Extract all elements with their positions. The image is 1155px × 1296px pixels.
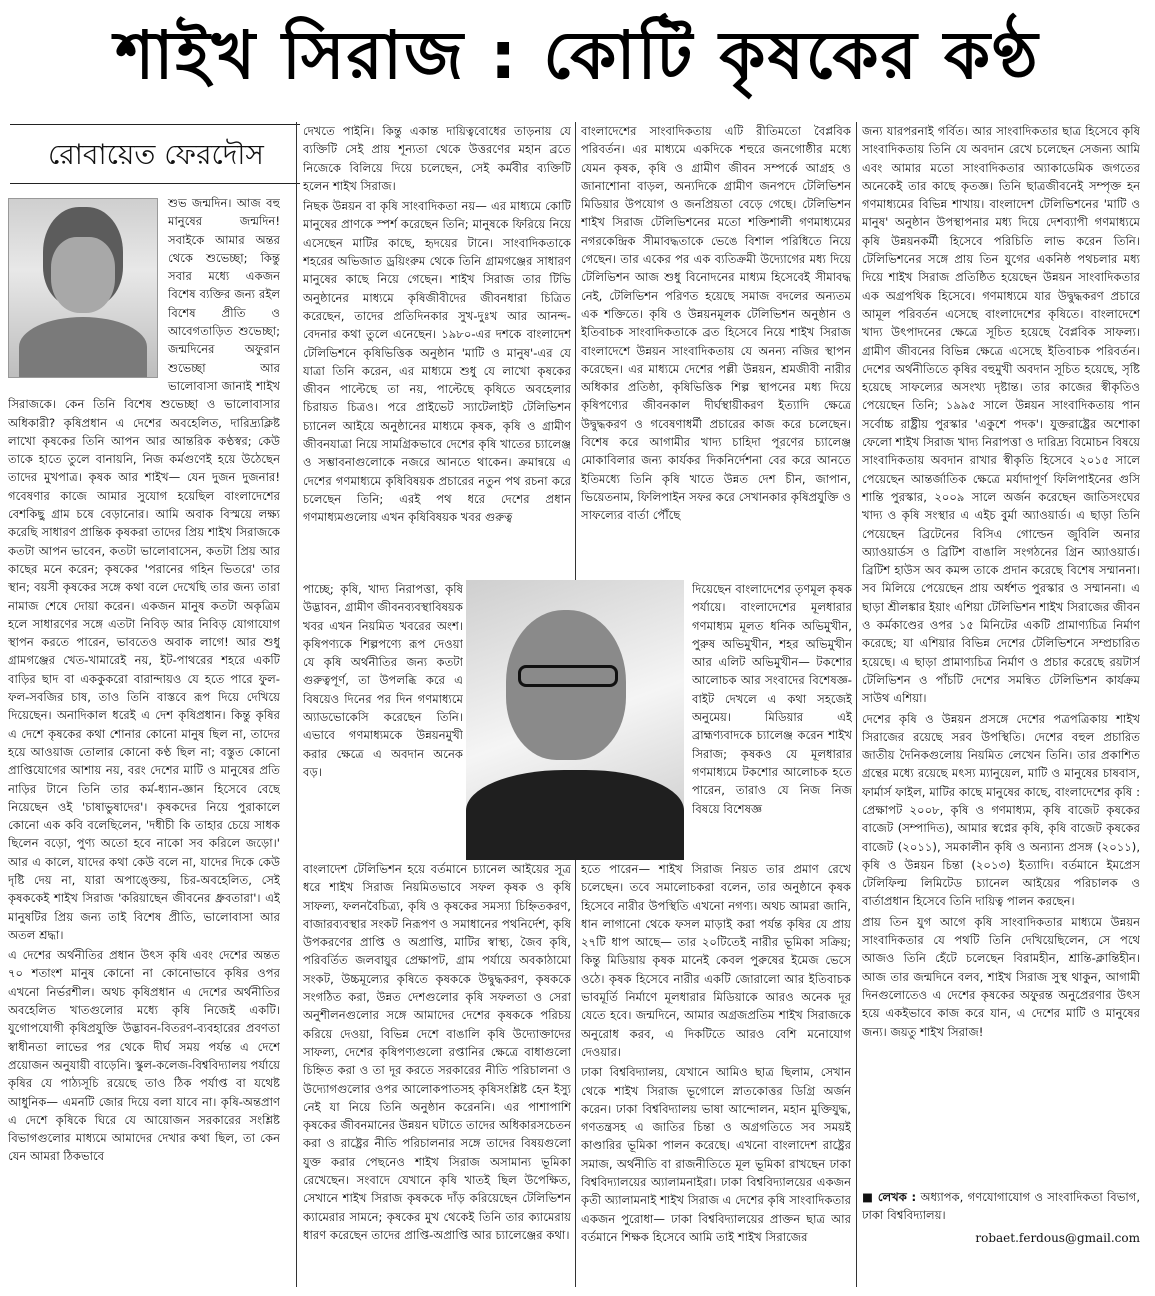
author-note-label: লেখক : (877, 1190, 917, 1204)
article-headline: শাইখ সিরাজ : কোটি কৃষকের কণ্ঠ (115, 17, 1040, 94)
paragraph: হতে পারেন— শাইখ সিরাজ নিয়ত তার প্রমাণ রেখে চলেছেন। তবে সমালোচকরা বলেন, তার অনুষ্ঠানে কৃষক হিসেবে নারীর উপস্থিতি এখনো নগণ্য। অথচ আমরা জানি, ধান লাগানো থেকে ফসল মাড়াই করা পর্যন্ত কৃষির যে প্রায় ২৭টি ধাপ আছে— তার ২০টিতেই নারীর ভূমিকা সক্রিয়; কিন্তু মিডিয়ায় কৃষক মানেই কেবল পুরুষের ইমেজ ভেসে ওঠে। কৃষক হিসেবে নারীর একটি জোরালো আর ইতিবাচক ভাবমূর্তি নির্মাণে মূলধারার মিডিয়াকে আরও অনেক দূর যেতে হবে। জন্মদিনে, আমার অগ্রজপ্রতিম শাইখ সিরাজকে অনুরোধ করব, এ দিকটিতে আরও বেশি মনোযোগ দেওয়ার। (581, 862, 851, 1059)
paragraph: প্রায় তিন যুগ আগে কৃষি সাংবাদিকতার মাধ্যমে উন্নয়ন সাংবাদিকতার যে পথটি তিনি দেখিয়েছিলেন, সে পথে আজও তিনি হেঁটে চলেছেন বিরামহীন, শ্রান্তি-ক্লান্তিহীন। আজ তার জন্মদিনে বলব, শাইখ সিরাজ সুস্থ থাকুন, আগামী দিনগুলোতেও এ দেশের কৃষকের অফুরন্ত অনুপ্রেরণার উৎস হয়ে একইভাবে কাজ করে যান, এ দেশের মাটি ও মানুষের জন্য। জয়তু শাইখ সিরাজ! (862, 914, 1140, 1039)
paragraph: দেখতে পাইনি। কিন্তু একান্ত দায়িত্ববোধের তাড়নায় যে ব্যক্তিটি সেই প্রায় শূন্যতা থেকে উত্তরণের মহান ব্রতে নিজেকে বিলিয়ে দিয়ে চলেছেন, সেই কর্মবীর ব্যক্তিটি হলেন শাইখ সিরাজ। (303, 124, 571, 193)
paragraph: দেশের কৃষি ও উন্নয়ন প্রসঙ্গে দেশের পত্রপত্রিকায় শাইখ সিরাজের রয়েছে সরব উপস্থিতি। দেশের বহুল প্রচারিত জাতীয় দৈনিকগুলোয় নিয়মিত লেখেন তিনি। তার প্রকাশিত গ্রন্থের মধ্যে রয়েছে মৎস্য ম্যানুয়েল, মাটি ও মানুষের চাষবাস, ফার্মার্স ফাইল, মাটির কাছে মানুষের কাছে, বাংলাদেশের কৃষি : প্রেক্ষাপট ২০০৮, কৃষি ও গণমাধ্যম, কৃষি বাজেট কৃষকের বাজেট (সম্পাদিত), আমার স্বপ্নের কৃষি, কৃষি বাজেট কৃষকের বাজেট (২০১১), সমকালীন কৃষি ও অন্যান্য প্রসঙ্গ (২০১১), কৃষি ও উন্নয়ন চিন্তা (২০১৩) ইত্যাদি। বর্তমানে ইমপ্রেস টেলিফিল্ম লিমিটেড চ্যানেল আইয়ের পরিচালক ও বার্তাপ্রধান হিসেবে তিনি দায়িত্ব পালন করছেন। (862, 711, 1140, 909)
author-note (862, 1188, 1140, 1225)
article-column-4 (862, 122, 1140, 1282)
paragraph-beside-photo: পাচ্ছে; কৃষি, খাদ্য নিরাপত্তা, কৃষি উদ্ভাবন, গ্রামীণ জীবনব্যবস্থাবিষয়ক খবর এখন নিয়মিত খবরের অংশ। কৃষিপণ্যকে শিল্পপণ্যে রূপ দেওয়া যে কৃষি অর্থনীতির জন্য কতটা গুরুত্বপূর্ণ, তা উপলব্ধি করে এ বিষয়েও দিনের পর দিন গণমাধ্যমে অ্যাডভোকেসি করেছেন তিনি। এভাবে গণমাধ্যমকে উন্নয়নমুখী করার ক্ষেত্রে এ অবদান অনেক বড়। (303, 582, 463, 779)
paragraph: এ দেশের অর্থনীতির প্রধান উৎস কৃষি এবং দেশের অন্তত ৭০ শতাংশ মানুষ কোনো না কোনোভাবে কৃষির ওপর এখনো নির্ভরশীল। অথচ কৃষিপ্রধান এ দেশের অর্থনীতির অবহেলিত খাতগুলোর মধ্যে কৃষি নিজেই একটি। যুগোপযোগী কৃষিপ্রযুক্তি উদ্ভাবন-বিতরণ-ব্যবহারের প্রবণতা স্বাধীনতা লাভের পর থেকে দীর্ঘ সময় পর্যন্ত এ দেশে প্রয়োজন অনুযায়ী বাড়েনি। স্কুল-কলেজ-বিশ্ববিদ্যালয় পর্যায়ে কৃষির যে পাঠ্যসূচি রয়েছে তাও ঠিক পর্যাপ্ত বা যথেষ্ট আধুনিক— এমনটি জোর দিয়ে বলা যাবে না। কৃষি-অন্তপ্রাণ এ দেশে কৃষিকে ঘিরে যে আয়োজন সরকারের সংশ্লিষ্ট বিভাগগুলোর মাধ্যমে আমাদের দেখার কথা ছিল, তা কেন যেন আমরা ঠিকভাবে (8, 948, 280, 1164)
paragraph: বাংলাদেশের সাংবাদিকতায় এটি রীতিমতো বৈপ্লবিক পরিবর্তন। এর মাধ্যমে একদিকে শহুরে জনগোষ্ঠীর মধ্যে যেমন কৃষক, কৃষি ও গ্রামীণ জীবন সম্পর্কে আগ্রহ ও জানাশোনা বাড়ল, অন্যদিকে গ্রামীণ জনপদে টেলিভিশন মিডিয়ার উপযোগ ও জনপ্রিয়তা বেড়ে গেছে। টেলিভিশন শাইখ সিরাজ টেলিভিশনের মতো শক্তিশালী গণমাধ্যমের নগরকেন্দ্রিক সীমাবদ্ধতাকে ভেঙে বিশাল পরিধিতে নিয়ে গেছেন। তার একের পর এক ব্যতিক্রমী উদ্যোগের মধ্য দিয়ে টেলিভিশন আজ শুধু বিনোদনের মাধ্যম হিসেবেই সীমাবদ্ধ নেই, টেলিভিশন পরিণত হয়েছে সমাজ বদলের অন্যতম এক শক্তিতে। কৃষি ও উন্নয়নমূলক টেলিভিশন অনুষ্ঠান ও ইতিবাচক সাংবাদিকতাকে ব্রত হিসেবে নিয়ে শাইখ সিরাজ বাংলাদেশে উন্নয়ন সাংবাদিকতায় যে অনন্য নজির স্থাপন করেছেন। এর মাধ্যমে দেশের পল্লী উন্নয়ন, শ্রমজীবী নারীর অধিকার প্রতিষ্ঠা, কৃষিভিত্তিক শিল্প স্থাপনের মধ্য দিয়ে কৃষিপণ্যের জীবনকাল দীর্ঘস্থায়ীকরণ ইত্যাদি ক্ষেত্রে উদ্বুদ্ধকরণ ও গবেষণাধর্মী প্রচারের কাজ করে চলেছেন। বিশেষ করে আগামীর খাদ্য চাহিদা পূরণের চ্যালেঞ্জ মোকাবিলার জন্য কার্যকর দিকনির্দেশনা বের করে আনতে ইতিমধ্যে তিনি কৃষি খাতে উন্নত দেশ চীন, জাপান, ভিয়েতনাম, ফিলিপাইন সফর করে সেখানকার কৃষিপ্রযুক্তি ও সাফল্যের বার্তা পৌঁছে (581, 124, 851, 523)
column-divider (856, 122, 857, 1287)
paragraph: জন্য যারপরনাই গর্বিত। আর সাংবাদিকতার ছাত্র হিসেবে কৃষি সাংবাদিকতায় তিনি যে অবদান রেখে চলেছেন সেজন্য আমি এবং আমার মতো সাংবাদিকতার অ্যাকাডেমিক জগতের অনেকেই তার কাছে কৃতজ্ঞ। তিনি ছাত্রজীবনেই সম্পৃক্ত হন গণমাধ্যমের বিভিন্ন শাখায়। বাংলাদেশ টেলিভিশনের 'মাটি ও মানুষ' অনুষ্ঠান উপস্থাপনার মধ্য দিয়ে দেশব্যাপী গণমাধ্যমে কৃষি উন্নয়নকর্মী হিসেবে পরিচিতি লাভ করেন তিনি। টেলিভিশনের সঙ্গে প্রায় তিন যুগের একনিষ্ঠ পথচলার মধ্য দিয়ে শাইখ সিরাজ প্রতিষ্ঠিত হয়েছেন উন্নয়ন সাংবাদিকতার এক অগ্রপথিক হিসেবে। গণমাধ্যমে যার উদ্বুদ্ধকরণ প্রচারে আমূল পরিবর্তন এসেছে বাংলাদেশের কৃষিতে। বাংলাদেশে খাদ্য উৎপাদনের ক্ষেত্রে সূচিত হয়েছে বৈপ্লবিক সাফল্য। গ্রামীণ জীবনের বিভিন্ন ক্ষেত্রে এসেছে ইতিবাচক পরিবর্তন। দেশের অর্থনীতিতে কৃষির বহুমুখী অবদান সূচিত হয়েছে, সৃষ্টি হয়েছে সাফল্যের অসংখ্য দৃষ্টান্ত। তার কাজের স্বীকৃতিও পেয়েছেন তিনি; ১৯৯৫ সালে উন্নয়ন সাংবাদিকতায় পান সর্বোচ্চ রাষ্ট্রীয় পুরস্কার 'একুশে পদক'। যুক্তরাষ্ট্রের অশোকা ফেলো শাইখ সিরাজ খাদ্য নিরাপত্তা ও দারিদ্র্য বিমোচন বিষয়ে সাংবাদিকতায় অবদান রাখার স্বীকৃতি হিসেবে ২০১৫ সালে পেয়েছেন আন্তর্জাতিক ক্ষেত্রে মর্যাদাপূর্ণ ফিলিপাইনের গুসি শান্তি পুরস্কার, ২০০৯ সালে অর্জন করেছেন জাতিসংঘের খাদ্য ও কৃষি সংস্থার এ এইচ বুর্মা অ্যাওয়ার্ড। এ ছাড়া তিনি পেয়েছেন ব্রিটেনের বিসিএ গোল্ডেন জুবিলি অনার অ্যাওয়ার্ডস ও ব্রিটিশ বাঙালি সংগঠনের গ্রিন অ্যাওয়ার্ড। ব্রিটিশ হাউস অব কমন্স তাকে প্রদান করেছে বিশেষ সম্মাননা। সব মিলিয়ে পেয়েছেন প্রায় অর্ধশত পুরস্কার ও সম্মাননা। এ ছাড়া শ্রীলঙ্কার ইয়াং এশিয়া টেলিভিশন শাইখ সিরাজের জীবন ও কর্মকাণ্ডের ওপর ১৫ মিনিটের একটি প্রামাণ্যচিত্র নির্মাণ করেছে; যা এশিয়ার বিভিন্ন দেশের টেলিভিশনে সম্প্রচারিত হয়েছে। এ ছাড়া প্রামাণ্যচিত্র নির্মাণ ও প্রচার করেছে রয়টার্স টেলিভিশন ও পাঁচটি দেশের সমন্বিত টেলিভিশন কার্যক্রম সাউথ এশিয়া। (862, 124, 1140, 706)
author-note-text: অধ্যাপক, গণযোগাযোগ ও সাংবাদিকতা বিভাগ, ঢাকা বিশ্ববিদ্যালয়। (862, 1190, 1140, 1223)
paragraph: শুভ জন্মদিন। আজ বহু মানুষের জন্মদিন! সবাইকে আমার অন্তর থেকে শুভেচ্ছা; কিন্তু সবার মধ্যে একজন বিশেষ ব্যক্তির জন্য রইল বিশেষ প্রীতি ও আবেগতাড়িত শুভেচ্ছা; জন্মদিনের অফুরান শুভেচ্ছা আর ভালোবাসা জানাই শাইখ সিরাজকে। কেন তিনি বিশেষ শুভেচ্ছা ও ভালোবাসার অধিকারী? কৃষিপ্রধান এ দেশের অবহেলিত, দারিদ্র্যক্লিষ্ট লাখো কৃষকের তিনি আপন আর আন্তরিক কণ্ঠস্বর; কেউ তাকে হাতে তুলে বানায়নি, নিজ কর্মগুণেই হয়ে উঠেছেন তাদের মুখপাত্র। কৃষক আর শাইখ— যেন দুজন দুজনার! গবেষণার কাজে আমার সুযোগ হয়েছিল বাংলাদেশের বেশকিছু গ্রাম চষে বেড়ানোর। আমি অবাক বিস্ময়ে লক্ষ্য করেছি সাধারণ প্রান্তিক কৃষকরা তাদের প্রিয় শাইখ সিরাজকে কতটা আপন ভাবেন, কতটা ভালোবাসেন, কতটা প্রিয় আর কাছের মনে করেন; কৃষকের 'পরানের গহিন ভিতরে' তার স্থান; বয়সী কৃষকের সঙ্গে কথা বলে দেখেছি তার জন্য তারা নামাজ শেষে দোয়া করেন। একজন মানুষ কতটা অকৃত্রিম হলে সাধারণের সঙ্গে এতটা নিবিড় আর নিবিড় যোগাযোগ স্থাপন করতে পারেন, ভাবতেও অবাক লাগে! আর শুধু গ্রামগঞ্জের খেত-খামারেই নয়, ইট-পাথরের শহরে একটি বাড়ির ছাদ বা এককুকরো বারান্দায়ও যে হতে পারে ফুল-ফল-সবজির চাষ, তাও তিনি বাস্তবে রূপ দিয়ে দেখিয়ে দিয়েছেন। অনাদিকাল ধরেই এ দেশ কৃষিপ্রধান। কিন্তু কৃষির এ দেশে কৃষকের কথা শোনার কোনো মানুষ ছিল না, তাদের হয়ে আওয়াজ তোলার কোনো কণ্ঠ ছিল না; বস্তুত কোনো প্রাপ্তিযোগের আশায় নয়, বরং দেশের মাটি ও মানুষের প্রতি নাড়ির টানে তিনি তার কর্ম-ধ্যান-জ্ঞান হিসেবে বেছে নিয়েছেন ওই 'চাষাভুষাদের'। কৃষকদের নিয়ে পুরাকালে কোনো এক কবি বলেছিলেন, 'দধীচী কি তাহার চেয়ে সাধক ছিলেন বড়ো, পুণ্য অতো হবে নাকো সব করিলে জড়ো।' আর এ কালে, যাদের কথা কেউ বলে না, যাদের দিকে কেউ দৃষ্টি দেয় না, যারা অপাঙ্ক্তেয়, চির-অবহেলিত, সেই কৃষককেই শাইখ সিরাজ 'করিয়াছেন জীবনের ধ্রুবতারা'। এই মানুষটির প্রিয় জন্য তাই বিশেষ প্রীতি, ভালোবাসা আর অতল শ্রদ্ধা। (8, 196, 280, 942)
paragraph: নিছক উন্নয়ন বা কৃষি সাংবাদিকতা নয়— এর মাধ্যমে কোটি মানুষের প্রাণকে স্পর্শ করেছেন তিনি; মানুষকে ফিরিয়ে নিয়ে এসেছেন মাটির কাছে, হৃদয়ের টানে। সাংবাদিকতাকে শহরের অভিজাত ড্রয়িংরুম থেকে তিনি গ্রামগঞ্জের সাধারণ মানুষের কাছে নিয়ে গেছেন। শাইখ সিরাজ তার টিভি অনুষ্ঠানের মাধ্যমে কৃষিজীবীদের জীবনধারা চিত্রিত করেছেন, তাদের প্রতিদিনকার সুখ-দুঃখ আর আনন্দ-বেদনার কথা তুলে এনেছেন। ১৯৮০-এর দশকে বাংলাদেশ টেলিভিশনে কৃষিভিত্তিক অনুষ্ঠান 'মাটি ও মানুষ'-এর যে যাত্রা তিনি করেন, এর মাধ্যমে শুধু যে লাখো কৃষকের জীবন পাল্টেছে তা নয়, পাল্টেছে কৃষিতে অবহেলার চিরায়ত চিত্রও। পরে প্রাইভেট স্যাটেলাইট টেলিভিশন চ্যানেল আইয়ে অনুষ্ঠানের মাধ্যমে কৃষক, কৃষি ও গ্রামীণ জীবনযাত্রা নিয়ে সামগ্রিকভাবে দেশের কৃষি খাতের চ্যালেঞ্জ ও সম্ভাবনাগুলোকে নজরে আনতে থাকেন। ক্রমান্বয়ে এ দেশের গণমাধ্যমে কৃষিবিষয়ক প্রচারের নতুন পথ রচনা করে চলেছেন তিনি; এরই পথ ধরে দেশের প্রধান গণমাধ্যমগুলোয় এখন কৃষিবিষয়ক খবর গুরুত্ব (303, 199, 571, 525)
author-byline: রোবায়েত ফেরদৌস (10, 124, 300, 184)
paragraph-beside-photo: দিয়েছেন বাংলাদেশের তৃণমূল কৃষক পর্যায়ে। বাংলাদেশের মূলধারার গণমাধ্যম মূলত ধনিক অভিমুখীন, পুরুষ অভিমুখীন, শহর অভিমুখীন আর এলিট অভিমুখীন— টকশোর আলোচক আর সংবাদের বিশেষজ্ঞ-বাইট দেখলে এ কথা সহজেই অনুমেয়। মিডিয়ার এই ব্রাহ্মণ্যবাদকে চ্যালেঞ্জ করেন শাইখ সিরাজ; কৃষকও যে মূলধারার গণমাধ্যমে টকশোর আলোচক হতে পারেন, তারাও যে নিজ নিজ বিষয়ে বিশেষজ্ঞ (692, 582, 852, 816)
column-divider (296, 122, 297, 1287)
bullet-icon: ■ (862, 1190, 874, 1204)
paragraph: বাংলাদেশ টেলিভিশন হয়ে বর্তমানে চ্যানেল আইয়ের সূত্র ধরে শাইখ সিরাজ নিয়মিতভাবে সফল কৃষক ও কৃষি সাফল্য, ফলনবৈচিত্র্য, কৃষি ও কৃষকের সমস্যা চিহ্নিতকরণ, বাজারব্যবস্থার সংকট নিরূপণ ও সমাধানের পথনির্দেশ, কৃষি উপকরণের প্রাপ্তি ও অপ্রাপ্তি, মাটির স্বাস্থ্য, জৈব কৃষি, পরিবর্তিত জলবায়ুর প্রেক্ষাপট, গ্রাম পর্যায়ে অবকাঠামো সংকট, উচ্চমূল্যের কৃষিতে কৃষককে উদ্বুদ্ধকরণ, কৃষককে সংগঠিত করা, উন্নত দেশগুলোর কৃষি সফলতা ও সেরা অনুশীলনগুলোর সঙ্গে আমাদের দেশের কৃষককে পরিচয় করিয়ে দেওয়া, বিভিন্ন দেশে বাঙালি কৃষি উদ্যোক্তাদের সাফল্য, দেশের কৃষিপণ্যগুলো রপ্তানির ক্ষেত্রে বাধাগুলো চিহ্নিত করা ও তা দূর করতে সরকারের নীতি পরিচালনা ও উদ্যোগগুলোর ওপর আলোকপাতসহ কৃষিসংশ্লিষ্ট হেন ইস্যু নেই যা নিয়ে তিনি অনুষ্ঠান করেননি। এর পাশাপাশি কৃষকের জীবনমানের উন্নয়ন ঘটাতে তাদের অধিকারসচেতন করা ও রাষ্ট্রের নীতি পরিচালনার সঙ্গে তাদের বিষয়গুলো যুক্ত করার পেছনেও শাইখ সিরাজ অসামান্য ভূমিকা রেখেছেন। সংবাদে যেখানে কৃষি খাতই ছিল উপেক্ষিত, সেখানে শাইখ সিরাজ কৃষককে দাঁড় করিয়েছেন টেলিভিশন ক্যামেরার সামনে; কৃষকের মুখ থেকেই তিনি তার ক্যামেরায় ধারণ করেছেন তাদের প্রাপ্তি-অপ্রাপ্তি আর চ্যালেঞ্জের কথা। (303, 862, 571, 1242)
author-photo (8, 198, 158, 378)
paragraph: ঢাকা বিশ্ববিদ্যালয়, যেখানে আমিও ছাত্র ছিলাম, সেখান থেকে শাইখ সিরাজ ভূগোলে স্নাতকোত্তর ডিগ্রি অর্জন করেন। ঢাকা বিশ্ববিদ্যালয় ভাষা আন্দোলন, মহান মুক্তিযুদ্ধ, গণতন্ত্রসহ এ জাতির চিন্তা ও অগ্রগতিতে সব সময়ই কাণ্ডারির ভূমিকা পালন করেছে। এখনো বাংলাদেশ রাষ্ট্রের সমাজ, অর্থনীতি বা রাজনীতিতে মূল ভূমিকা রাখছেন ঢাকা বিশ্ববিদ্যালয়ের অ্যালামনাইরা। ঢাকা বিশ্ববিদ্যালয়ের একজন কৃতী অ্যালামনাই শাইখ সিরাজ এ দেশের কৃষি সাংবাদিকতার একজন পুরোধা— ঢাকা বিশ্ববিদ্যালয়ের প্রাক্তন ছাত্র আর বর্তমানে শিক্ষক হিসেবে আমি তাই শাইখ সিরাজের (581, 1065, 851, 1244)
author-email[interactable]: robaet.ferdous@gmail.com (975, 1230, 1140, 1245)
article-column-1 (8, 194, 280, 1284)
